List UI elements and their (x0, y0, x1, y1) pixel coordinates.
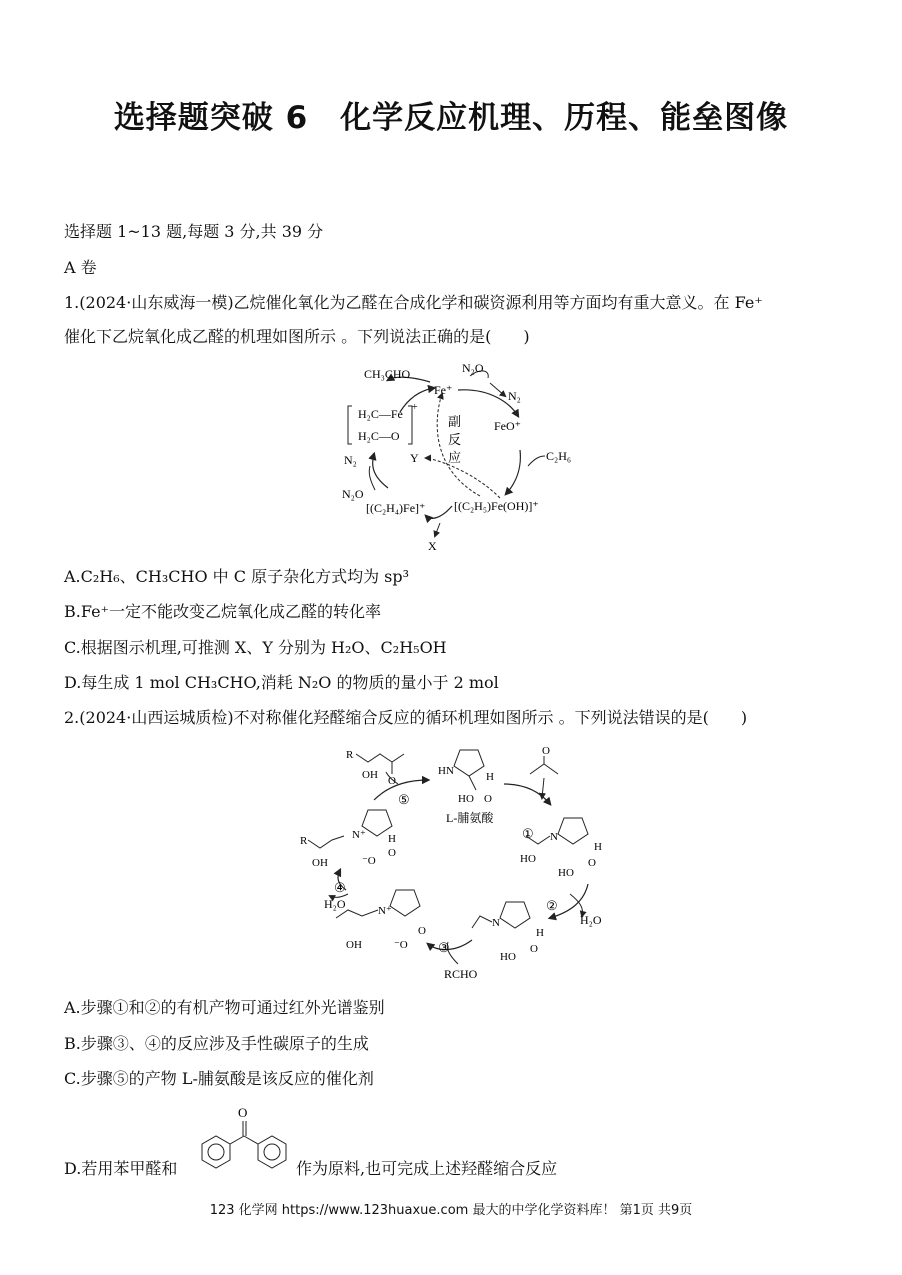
step2-label: ② (546, 898, 558, 913)
step4-label: ④ (334, 880, 346, 895)
l-proline-structure (438, 750, 494, 825)
svg-text:H: H (536, 927, 544, 939)
n2o-left-label: N₂O (342, 487, 364, 501)
benzophenone-oxygen: O (238, 1105, 248, 1120)
section-label: A 卷 (64, 258, 97, 277)
page-footer: 123 化学网 https://www.123huaxue.com 最大的中学化学资料库！ 第1页 共9页 (209, 1203, 693, 1218)
page-title: 选择题突破 6 化学反应机理、历程、能垒图像 (113, 100, 789, 136)
q1-option-a: A.C₂H₆、CH₃CHO 中 C 原子杂化方式均为 sp³ (64, 567, 410, 586)
q1-stem-line1: 1.(2024·山东威海一模)乙烷催化氧化为乙醛在合成化学和碳资源利用等方面均有重大意义。在 Fe⁺ (64, 293, 763, 312)
l-proline-label: L-脯氨酸 (446, 811, 494, 825)
svg-text:O: O (418, 925, 426, 937)
q2-option-c: C.步骤⑤的产物 L-脯氨酸是该反应的催化剂 (64, 1069, 374, 1088)
svg-text:⁻O: ⁻O (394, 939, 408, 951)
svg-text:HN: HN (438, 765, 454, 777)
svg-text:OH: OH (362, 769, 378, 781)
step1-label: ① (522, 826, 534, 841)
svg-text:N⁺: N⁺ (378, 905, 392, 917)
q1-option-c: C.根据图示机理,可推测 X、Y 分别为 H₂O、C₂H₅OH (64, 638, 447, 657)
x-label: X (428, 539, 437, 553)
step5-label: ⑤ (398, 792, 410, 807)
ethyl-fe-oh-label: [(C₂H₅)Fe(OH)]⁺ (454, 499, 539, 513)
ethylene-fe-label: [(C₂H₄)Fe]⁺ (366, 501, 426, 515)
side-reaction-char3: 应 (448, 450, 462, 465)
ring-bottom-label: H₂C—O (358, 429, 400, 443)
q1-stem-line2: 催化下乙烷氧化成乙醛的机理如图所示 。下列说法正确的是( ) (64, 327, 530, 346)
rcho-label: RCHO (444, 967, 478, 981)
c2h6-label: C₂H₆ (546, 449, 572, 463)
svg-text:O: O (588, 857, 596, 869)
step3-label: ③ (438, 940, 450, 955)
svg-text:H: H (594, 841, 602, 853)
side-reaction-char1: 副 (448, 414, 462, 429)
q2-stem: 2.(2024·山西运城质检)不对称催化羟醛缩合反应的循环机理如图所示 。下列说法错误的是( ) (64, 708, 748, 727)
q1-mechanism-diagram (330, 358, 600, 558)
q2-option-b: B.步骤③、④的反应涉及手性碳原子的生成 (64, 1034, 369, 1053)
svg-text:HO: HO (458, 793, 474, 805)
acetone-structure (530, 745, 558, 774)
q2-option-d-prefix: D.若用苯甲醛和 (64, 1159, 178, 1178)
svg-text:N: N (492, 917, 500, 929)
svg-text:⁻O: ⁻O (362, 855, 376, 867)
benzophenone-structure (196, 1104, 292, 1180)
q1-option-d: D.每生成 1 mol CH₃CHO,消耗 N₂O 的物质的量小于 2 mol (64, 673, 499, 692)
ring-top-label: H₂C—Fe (358, 407, 403, 421)
ch3cho-label: CH₃CHO (364, 367, 411, 381)
h2o-left-label: H₂O (324, 897, 346, 911)
svg-text:R: R (300, 835, 308, 847)
ring-charge-label: + (412, 402, 418, 413)
q2-option-a: A.步骤①和②的有机产物可通过红外光谱鉴别 (64, 998, 385, 1017)
svg-text:R: R (346, 749, 354, 761)
svg-text:OH: OH (346, 939, 362, 951)
iminium-structure (336, 890, 426, 951)
feo-plus-label: FeO⁺ (494, 419, 521, 433)
enamine-structure (472, 902, 544, 963)
svg-text:HO: HO (558, 867, 574, 879)
instructions: 选择题 1~13 题,每题 3 分,共 39 分 (64, 222, 324, 241)
intermediate-step5-structure (300, 810, 396, 869)
q2-cycle-diagram (288, 740, 628, 985)
svg-text:O: O (388, 847, 396, 859)
aldol-product-structure (346, 749, 404, 787)
svg-text:OH: OH (312, 857, 328, 869)
y-label: Y (410, 451, 419, 465)
svg-text:H: H (486, 771, 494, 783)
side-reaction-char2: 反 (448, 432, 462, 447)
svg-text:O: O (542, 745, 550, 757)
n2-top-label: N₂ (508, 389, 521, 403)
svg-text:O: O (484, 793, 492, 805)
svg-text:N: N (550, 831, 558, 843)
n2-left-label: N₂ (344, 453, 357, 467)
svg-text:O: O (530, 943, 538, 955)
svg-text:HO: HO (520, 853, 536, 865)
fe-plus-label: Fe⁺ (434, 383, 453, 397)
q1-option-b: B.Fe⁺一定不能改变乙烷氧化成乙醛的转化率 (64, 602, 381, 621)
q2-option-d-suffix: 作为原料,也可完成上述羟醛缩合反应 (296, 1159, 558, 1178)
svg-text:H: H (388, 833, 396, 845)
n2o-top-label: N₂O (462, 361, 484, 375)
h2o-right-label: H₂O (580, 913, 602, 927)
svg-text:O: O (388, 775, 396, 787)
svg-text:N⁺: N⁺ (352, 829, 366, 841)
svg-text:HO: HO (500, 951, 516, 963)
